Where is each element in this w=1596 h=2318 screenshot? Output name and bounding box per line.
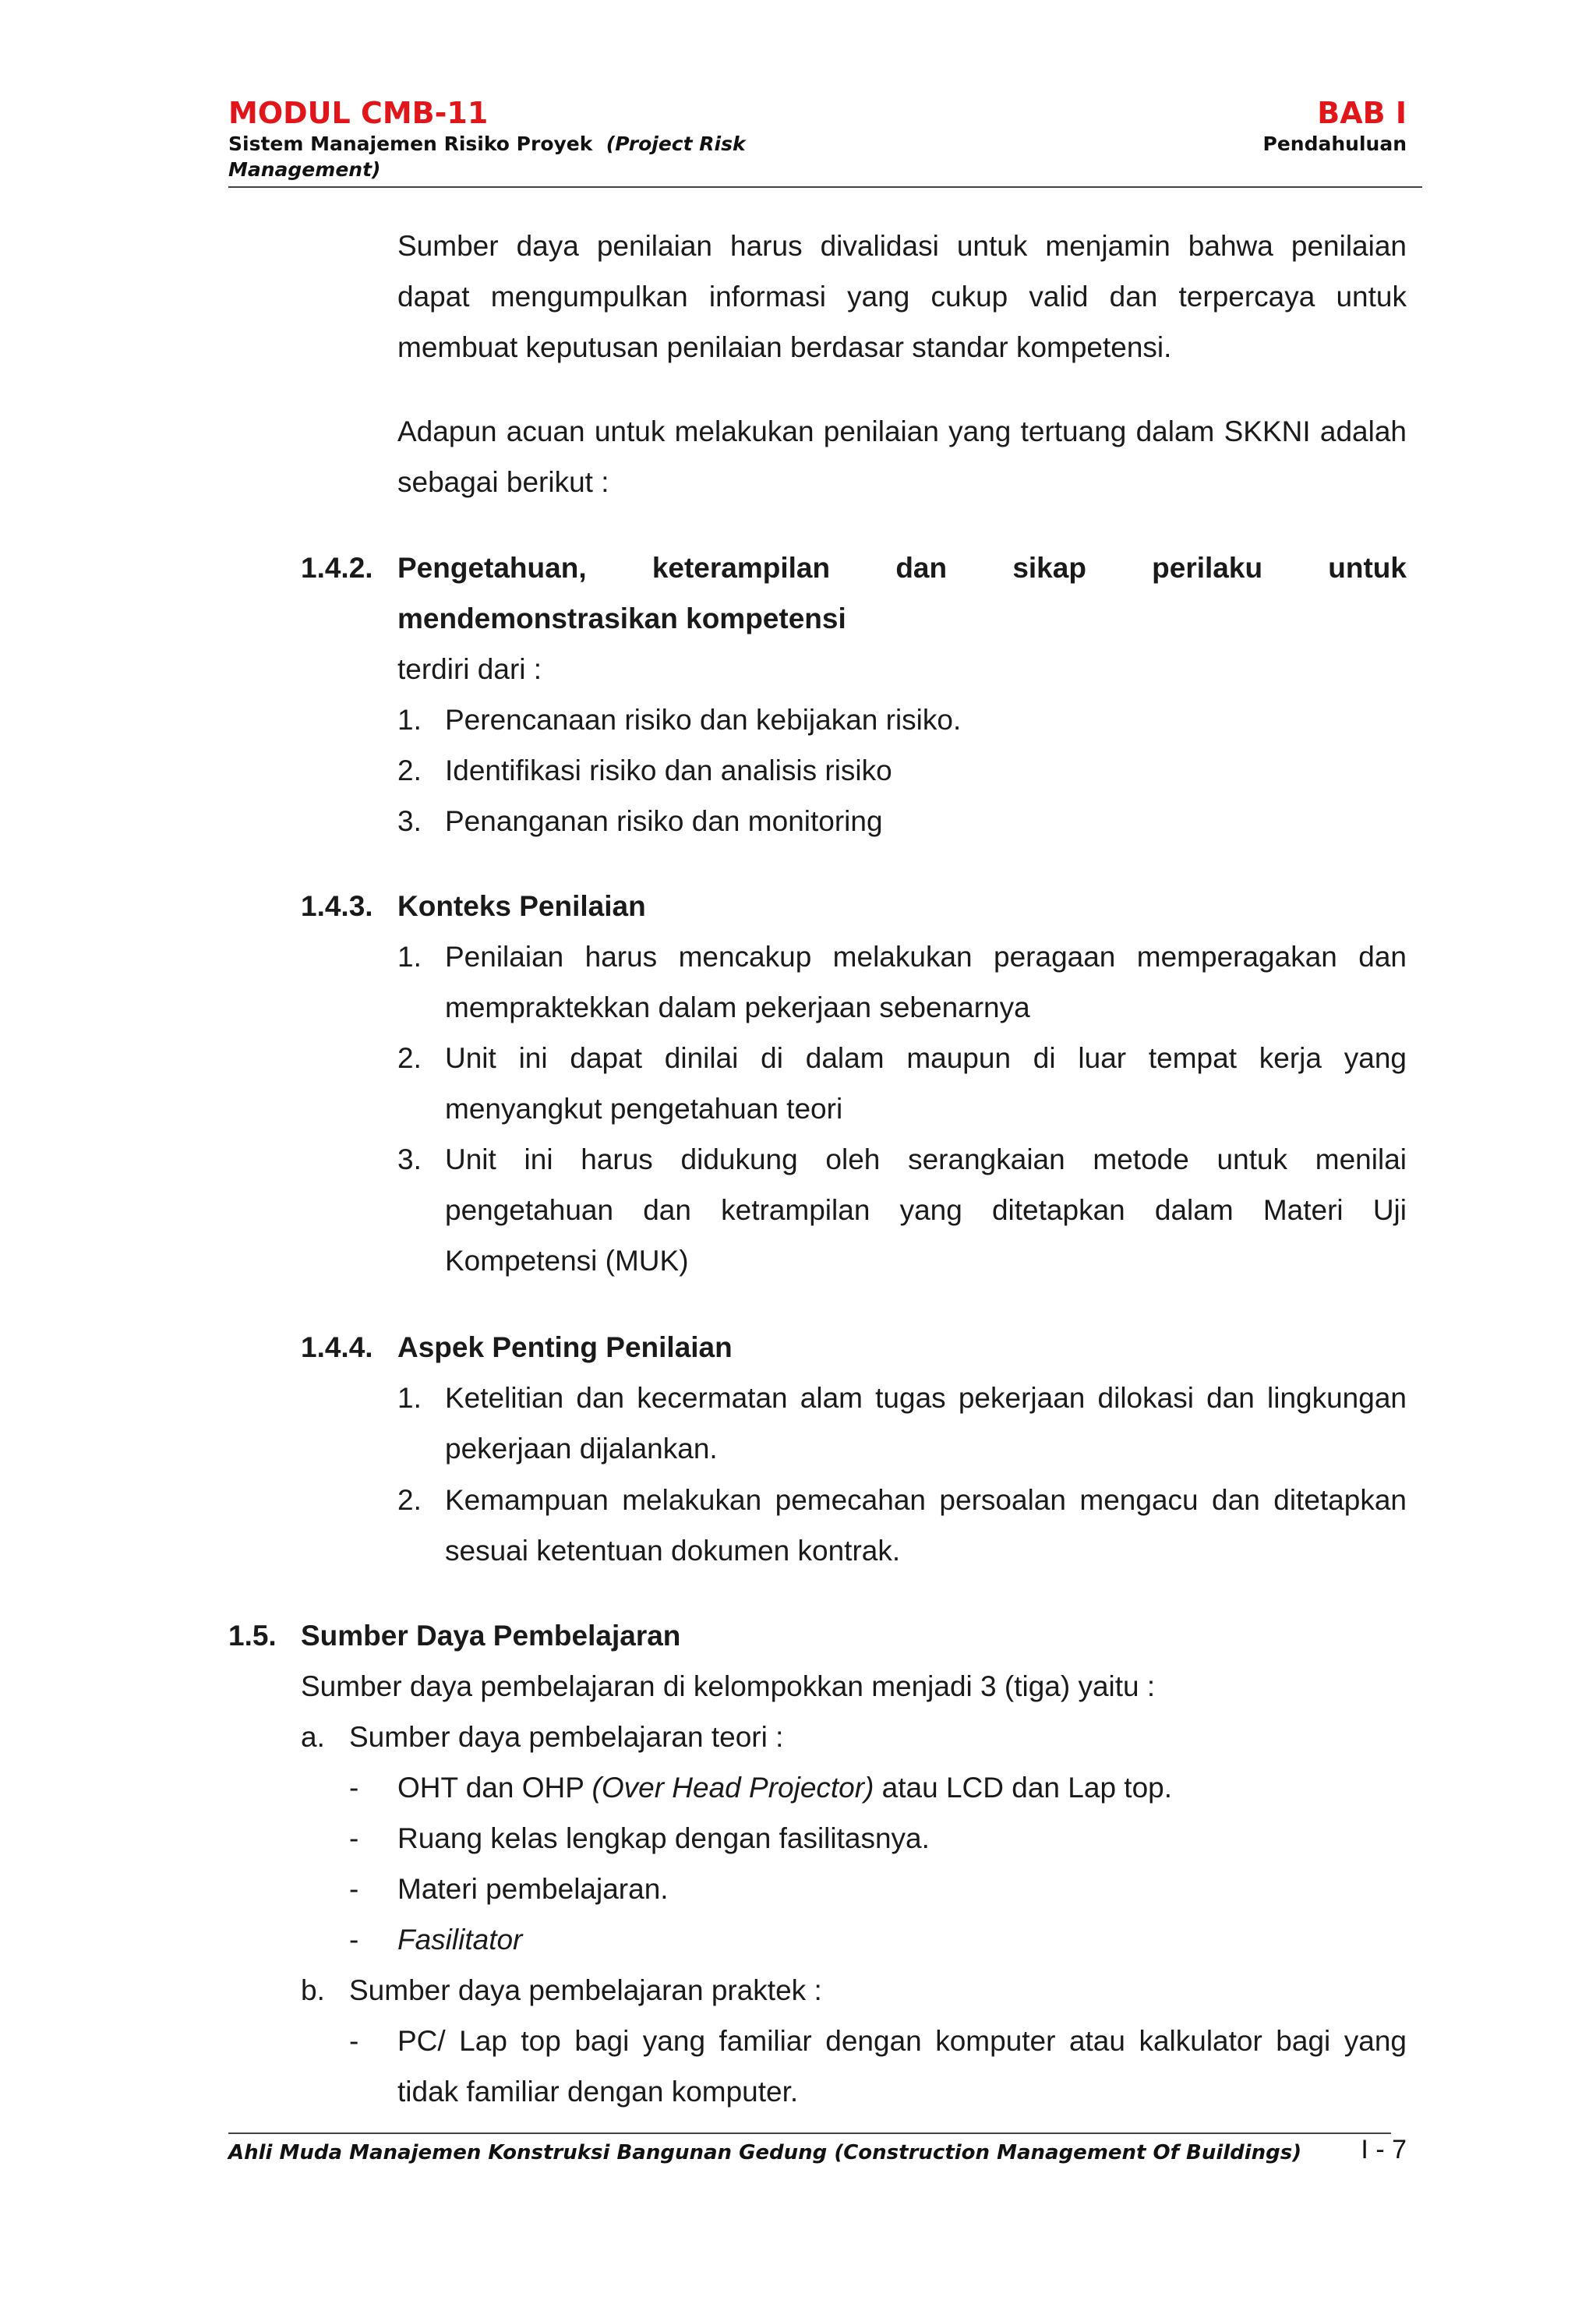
module-subtitle-text: Sistem Manajemen Risiko Proyek (228, 133, 593, 155)
intro-paragraph-2: Adapun acuan untuk melakukan penilaian yang tertuang dalam SKKNI adalah sebagai berikut : (397, 415, 1407, 498)
list-item: Sumber daya pembelajaran praktek : (349, 1974, 822, 2006)
list-item-italic: (Over Head Projector) (591, 1772, 874, 1804)
chapter-label: BAB I (1317, 96, 1407, 130)
page-header-left (228, 95, 821, 182)
section-1-5-number: 1.5. (228, 1620, 277, 1652)
list-number: 2. (397, 1042, 422, 1074)
list-number: 3. (397, 805, 422, 837)
list-item: Ketelitian dan kecermatan alam tugas pekerjaan dilokasi dan lingkungan pekerjaan dijalankan. (445, 1382, 1407, 1465)
section-1-5-title: Sumber Daya Pembelajaran (301, 1620, 681, 1652)
module-subtitle (228, 131, 821, 182)
list-item (397, 1762, 1407, 1813)
chapter-title: Pendahuluan (1262, 133, 1407, 155)
section-1-5-lead: Sumber daya pembelajaran di kelompokkan menjadi 3 (tiga) yaitu : (301, 1670, 1156, 1702)
list-item: Fasilitator (397, 1924, 523, 1956)
list-item: Materi pembelajaran. (397, 1873, 669, 1905)
list-number: 3. (397, 1143, 422, 1175)
list-item: PC/ Lap top bagi yang familiar dengan komputer atau kalkulator bagi yang tidak familiar dengan komputer. (397, 2025, 1407, 2108)
list-item: Unit ini dapat dinilai di dalam maupun di luar tempat kerja yang menyangkut pengetahuan teori (445, 1042, 1407, 1125)
list-letter: b. (301, 1974, 325, 2006)
list-item: Perencanaan risiko dan kebijakan risiko. (445, 704, 962, 736)
section-1-4-2-title-line-2: mendemonstrasikan kompetensi (397, 602, 846, 634)
module-subtitle-english-2: Management) (228, 158, 381, 181)
list-item: Sumber daya pembelajaran teori : (349, 1721, 784, 1753)
section-1-4-2-title-line-1: Pengetahuan, keterampilan dan sikap perilaku untuk (397, 552, 1407, 584)
list-letter: a. (301, 1721, 325, 1753)
bullet-dash: - (349, 1822, 359, 1854)
list-number: 1. (397, 1382, 422, 1414)
bullet-dash: - (349, 1873, 359, 1905)
list-item: Penilaian harus mencakup melakukan peragaan memperagakan dan mempraktekkan dalam pekerjaan sebenarnya (445, 941, 1407, 1023)
list-item: Penanganan risiko dan monitoring (445, 805, 883, 837)
section-1-4-2-number: 1.4.2. (301, 552, 373, 584)
page-number: I - 7 (1361, 2135, 1407, 2164)
list-number: 1. (397, 704, 422, 736)
module-subtitle-english-1: (Project Risk (606, 133, 746, 155)
list-number: 2. (397, 1484, 422, 1516)
page-header-right (1263, 95, 1407, 157)
list-number: 2. (397, 754, 422, 786)
bullet-dash: - (349, 2025, 359, 2057)
list-item: Identifikasi risiko dan analisis risiko (445, 754, 892, 786)
intro-paragraph-1: Sumber daya penilaian harus divalidasi untuk menjamin bahwa penilaian dapat mengumpulkan informasi yang cukup valid dan terpercaya untuk membuat keputusan penilaian berdasar standar kompetensi. (397, 230, 1407, 363)
list-item-text: OHT dan OHP (397, 1772, 592, 1804)
bullet-dash: - (349, 1772, 359, 1804)
module-title: MODUL CMB-11 (228, 96, 489, 130)
list-number: 1. (397, 941, 422, 973)
bullet-dash: - (349, 1924, 359, 1956)
list-item-text: atau LCD dan Lap top. (874, 1772, 1173, 1804)
section-1-4-3-number: 1.4.3. (301, 890, 373, 922)
list-item: Kemampuan melakukan pemecahan persoalan mengacu dan ditetapkan sesuai ketentuan dokumen kontrak. (445, 1484, 1407, 1567)
footer-text: Ahli Muda Manajemen Konstruksi Bangunan Gedung (Construction Management Of Buildings) (228, 2141, 1302, 2164)
section-1-4-4-number: 1.4.4. (301, 1331, 373, 1363)
list-item: Unit ini harus didukung oleh serangkaian metode untuk menilai pengetahuan dan ketrampilan yang ditetapkan dalam Materi Uji Kompetensi (MUK) (445, 1143, 1407, 1277)
list-item: Ruang kelas lengkap dengan fasilitasnya. (397, 1822, 930, 1854)
section-1-4-3-title: Konteks Penilaian (397, 890, 646, 922)
section-1-4-4-title: Aspek Penting Penilaian (397, 1331, 733, 1363)
section-1-4-2-lead: terdiri dari : (397, 653, 542, 685)
footer-divider (228, 2132, 1391, 2134)
header-divider (228, 186, 1422, 188)
